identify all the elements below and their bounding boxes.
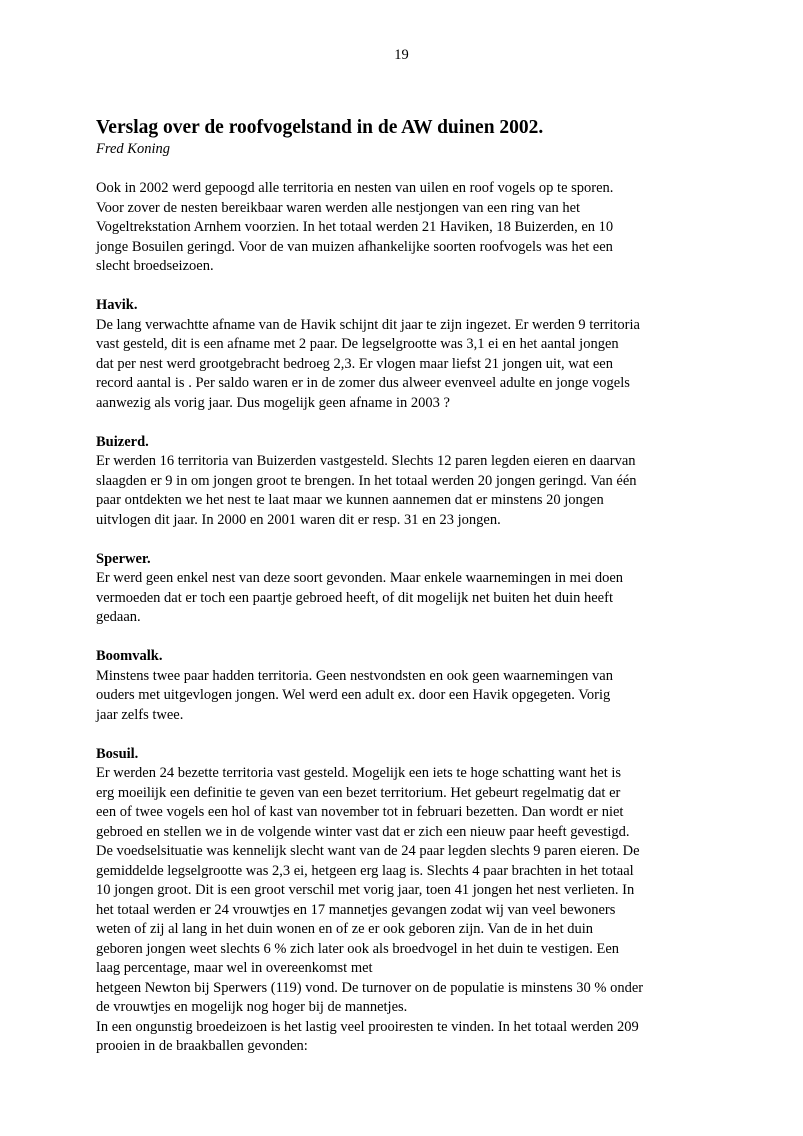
- text-line: weten of zij al lang in het duin wonen en of ze er ook geboren zijn. Van de in het duin: [96, 921, 594, 937]
- text-line: vast gesteld, dit is een afname met 2 paar. De legselgrootte was 3,1 ei en het aantal jongen: [96, 336, 619, 352]
- text-line: aanwezig als vorig jaar. Dus mogelijk geen afname in 2003 ?: [96, 394, 450, 411]
- text-line: jaar zelfs twee.: [96, 706, 184, 723]
- text-line: Er werd geen enkel nest van deze soort gevonden. Maar enkele waarnemingen in mei doen: [96, 570, 624, 586]
- text-line: record aantal is . Per saldo waren er in de zomer dus alweer evenveel adulte en jonge vogels: [96, 375, 630, 391]
- section-heading: Havik.: [96, 297, 138, 313]
- text-line: het totaal werden er 24 vrouwtjes en 17 mannetjes gevangen zodat wij van veel bewoners: [96, 901, 616, 918]
- text-line: een of twee vogels een hol of kast van november tot in februari bezetten. Dan wordt er niet: [96, 804, 624, 820]
- text-line: vermoeden dat er toch een paartje gebroed heeft, of dit mogelijk net buiten het duin heeft: [96, 589, 613, 606]
- text-line: gemiddelde legselgrootte was 2,3 ei, hetgeen erg laag is. Slechts 4 paar brachten in het totaal: [96, 862, 634, 879]
- section-bosuil: [96, 745, 736, 1057]
- intro-paragraph: [96, 179, 736, 277]
- document-title: Verslag over de roofvogelstand in de AW duinen 2002.: [96, 117, 544, 138]
- text-line: paar ontdekten we het nest te laat maar we kunnen aannemen dat er minstens 20 jongen: [96, 492, 604, 508]
- text-line: Vogeltrekstation Arnhem voorzien. In het totaal werden 21 Haviken, 18 Buizerden, en 10: [96, 219, 614, 235]
- author: Fred Koning: [96, 141, 170, 157]
- section-sperwer: [96, 550, 736, 628]
- section-heading: Sperwer.: [96, 550, 151, 567]
- text-line: prooien in de braakballen gevonden:: [96, 1038, 308, 1054]
- section-heading: Buizerd.: [96, 433, 149, 450]
- text-line: erg moeilijk een definitie te geven van een bezet territorium. Het gebeurt regelmatig dat er: [96, 784, 621, 801]
- text-line: hetgeen Newton bij Sperwers (119) vond. De turnover on de populatie is minstens 30 % onder: [96, 979, 644, 996]
- text-line: dat per nest werd grootgebracht bedroeg 2,3. Er vlogen maar liefst 21 jongen uit, wat een: [96, 355, 613, 372]
- text-line: Er werden 24 bezette territoria vast gesteld. Mogelijk een iets te hoge schatting want het is: [96, 765, 622, 781]
- text-line: In een ongunstig broedeizoen is het lastig veel prooiresten te vinden. In het totaal werden 209: [96, 1018, 639, 1035]
- text-line: Ook in 2002 werd gepoogd alle territoria en nesten van uilen en roof vogels op te sporen.: [96, 180, 614, 196]
- section-havik: [96, 296, 736, 413]
- text-line: slecht broedseizoen.: [96, 258, 214, 274]
- section-boomvalk: [96, 647, 736, 725]
- text-line: Minstens twee paar hadden territoria. Geen nestvondsten en ook geen waarnemingen van: [96, 667, 613, 684]
- text-line: de vrouwtjes en mogelijk nog hoger bij de mannetjes.: [96, 999, 408, 1015]
- text-line: slaagden er 9 in om jongen groot te brengen. In het totaal werden 20 jongen geringd. Van één: [96, 472, 637, 489]
- text-line: ouders met uitgevlogen jongen. Wel werd een adult ex. door een Havik opgegeten. Vorig: [96, 687, 611, 703]
- text-line: gedaan.: [96, 609, 141, 625]
- page-number: 19: [394, 47, 409, 63]
- text-line: uitvlogen dit jaar. In 2000 en 2001 waren dit er resp. 31 en 23 jongen.: [96, 511, 501, 528]
- section-buizerd: [96, 433, 736, 531]
- document-body: [96, 116, 736, 1076]
- text-line: De lang verwachtte afname van de Havik schijnt dit jaar te zijn ingezet. Er werden 9 territoria: [96, 316, 640, 333]
- text-line: geboren jongen weet slechts 6 % zich later ook als broedvogel in het duin te vestigen. Een: [96, 940, 620, 957]
- text-line: Er werden 16 territoria van Buizerden vastgesteld. Slechts 12 paren legden eieren en daarvan: [96, 453, 636, 469]
- text-line: jonge Bosuilen geringd. Voor de van muizen afhankelijke soorten roofvogels was het een: [96, 238, 613, 255]
- text-line: 10 jongen groot. Dit is een groot verschil met vorig jaar, toen 41 jongen het nest verlieten. In: [96, 882, 635, 898]
- text-line: gebroed en stellen we in de volgende winter vast dat er zich een nieuw paar heeft gevestigd.: [96, 823, 630, 840]
- text-line: laag percentage, maar wel in overeenkomst met: [96, 960, 373, 976]
- section-heading: Boomvalk.: [96, 648, 163, 664]
- text-line: De voedselsituatie was kennelijk slecht want van de 24 paar legden slechts 9 paren eieren. De: [96, 843, 640, 859]
- section-heading: Bosuil.: [96, 745, 139, 762]
- text-line: Voor zover de nesten bereikbaar waren werden alle nestjongen van een ring van het: [96, 199, 581, 216]
